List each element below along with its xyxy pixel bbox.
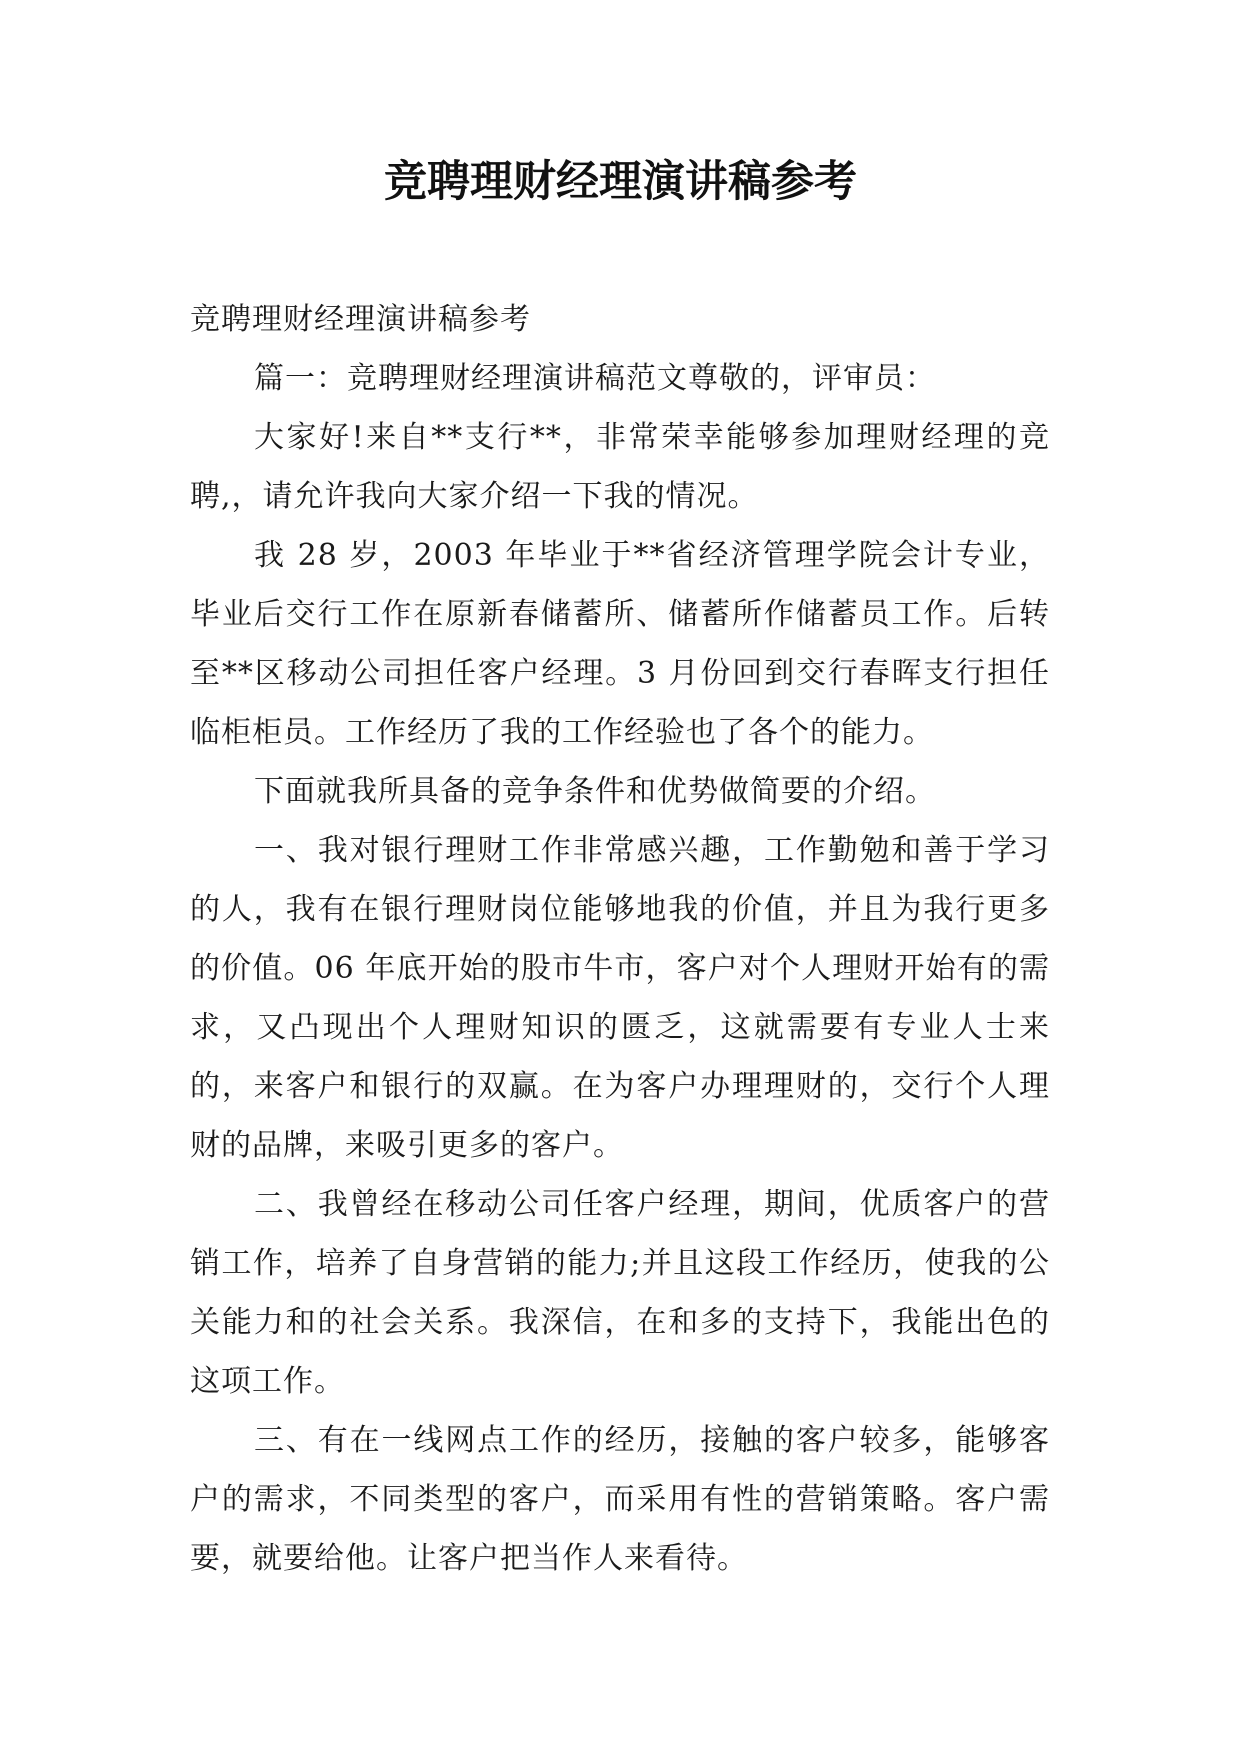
paragraph-point-two: 二、我曾经在移动公司任客户经理，期间，优质客户的营销工作，培养了自身营销的能力;并且这段工作经历，使我的公关能力和的社会关系。我深信，在和多的支持下，我能出色的这项工作。	[190, 1187, 1050, 1399]
paragraph-introduction: 大家好!来自**支行**，非常荣幸能够参加理财经理的竞聘,，请允许我向大家介绍一下我的情况。	[190, 420, 1050, 514]
paragraph-transition: 下面就我所具备的竞争条件和优势做简要的介绍。	[254, 774, 936, 809]
paragraph-background: 我 28 岁，2003 年毕业于**省经济管理学院会计专业，毕业后交行工作在原新春储蓄所、储蓄所作储蓄员工作。后转至**区移动公司担任客户经理。3 月份回到交行春晖支行担任临柜柜员。工作经历了我的工作经验也了各个的能力。	[190, 538, 1050, 750]
paragraph-greeting-heading: 篇一：竞聘理财经理演讲稿范文尊敬的，评审员：	[254, 361, 936, 396]
paragraph-point-three: 三、有在一线网点工作的经历，接触的客户较多，能够客户的需求，不同类型的客户，而采用有性的营销策略。客户需要，就要给他。让客户把当作人来看待。	[190, 1423, 1050, 1576]
document-body	[190, 290, 1050, 1588]
paragraph-subtitle: 竞聘理财经理演讲稿参考	[190, 302, 531, 337]
paragraph-point-one: 一、我对银行理财工作非常感兴趣，工作勤勉和善于学习的人，我有在银行理财岗位能够地我的价值，并且为我行更多的价值。06 年底开始的股市牛市，客户对个人理财开始有的需求，又凸现出个人理财知识的匮乏，这就需要有专业人士来的，来客户和银行的双赢。在为客户办理理财的，交行个人理财的品牌，来吸引更多的客户。	[190, 833, 1050, 1163]
document-title: 竞聘理财经理演讲稿参考	[384, 157, 857, 207]
